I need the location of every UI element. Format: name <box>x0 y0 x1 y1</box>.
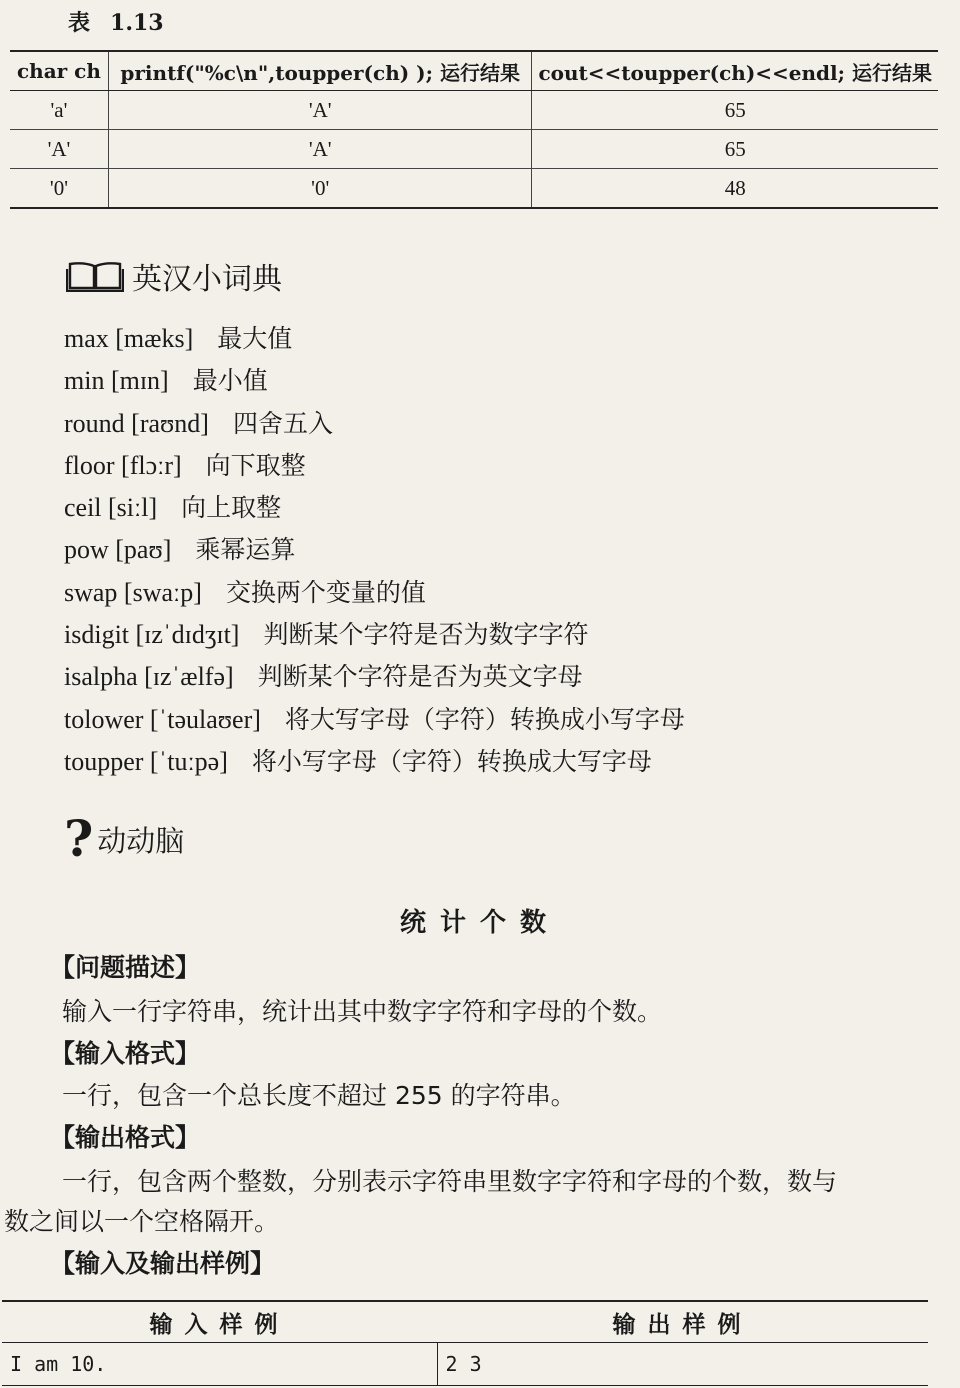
think-heading <box>64 809 185 868</box>
table-cell: 'A' <box>10 130 108 169</box>
list-item <box>64 318 685 360</box>
list-item <box>64 572 685 614</box>
sample-output-header: 输出样例 <box>437 1301 928 1343</box>
dict-meaning: 乘幂运算 <box>195 535 296 565</box>
table-cell: 'A' <box>108 91 532 130</box>
sample-input: I am 10. <box>2 1343 437 1386</box>
dict-word: floor [flɔːr] <box>64 450 182 480</box>
list-item <box>64 445 685 487</box>
dict-word: ceil [siːl] <box>64 493 158 523</box>
list-item <box>64 699 685 741</box>
dict-meaning: 向下取整 <box>205 450 306 480</box>
question-mark-icon: ? <box>64 809 94 868</box>
header-cout: cout<<toupper(ch)<<endl; 运行结果 <box>532 51 938 91</box>
list-item <box>64 403 685 445</box>
problem-title: 统计个数 <box>399 908 560 938</box>
table-cell: 48 <box>532 169 938 209</box>
table-row <box>10 169 938 209</box>
table-row <box>2 1343 928 1386</box>
open-book-icon <box>66 260 124 292</box>
sample-input-header: 输入样例 <box>2 1301 437 1343</box>
output-format-text-line2: 数之间以一个空格隔开。 <box>4 1207 280 1236</box>
dict-meaning: 最大值 <box>217 324 293 353</box>
dict-meaning: 交换两个变量的值 <box>225 577 426 607</box>
table-header-row <box>10 51 938 91</box>
table-cell: 'A' <box>108 130 532 169</box>
table-caption <box>68 6 164 37</box>
dictionary-list <box>64 318 685 783</box>
sample-header-row <box>2 1301 928 1343</box>
dict-meaning: 将大写字母（字符）转换成小写字母 <box>284 704 685 734</box>
dict-word: swap [swaːp] <box>64 577 202 607</box>
output-format-heading: 【输出格式】 <box>50 1123 201 1152</box>
caption-number: 1.13 <box>110 10 164 36</box>
dict-word: round [raʊnd] <box>64 408 209 438</box>
dict-word: toupper [ˈtuːpə] <box>64 746 228 776</box>
dictionary-heading <box>66 254 282 298</box>
dictionary-title: 英汉小词典 <box>132 262 282 297</box>
description-heading: 【问题描述】 <box>50 953 201 982</box>
table-row <box>10 130 938 169</box>
caption-label: 表 <box>68 10 91 36</box>
dict-meaning: 四舍五入 <box>232 408 333 438</box>
dict-word: pow [paʊ] <box>64 535 172 565</box>
table-cell: 'a' <box>10 91 108 130</box>
list-item <box>64 656 685 698</box>
table-cell: 65 <box>532 91 938 130</box>
list-item <box>64 487 685 529</box>
header-printf: printf("%c\n",toupper(ch) ); 运行结果 <box>108 51 532 91</box>
samples-heading: 【输入及输出样例】 <box>50 1249 276 1278</box>
dict-word: isdigit [ɪzˈdɪdʒɪt] <box>64 620 240 650</box>
table-cell: 65 <box>532 130 938 169</box>
dict-meaning: 判断某个字符是否为英文字母 <box>257 662 583 692</box>
dict-word: tolower [ˈtəulaʊer] <box>64 704 261 734</box>
dict-word: isalpha [ɪzˈælfə] <box>64 662 234 692</box>
sample-table <box>2 1300 928 1386</box>
list-item <box>64 614 685 656</box>
dict-meaning: 向上取整 <box>181 493 282 523</box>
output-format-text-line1: 一行，包含两个整数，分别表示字符串里数字字符和字母的个数，数与 <box>62 1167 838 1196</box>
dict-meaning: 最小值 <box>192 366 268 396</box>
dict-word: min [mɪn] <box>64 366 169 396</box>
dict-meaning: 将小写字母（字符）转换成大写字母 <box>251 746 652 776</box>
table-cell: '0' <box>10 169 108 209</box>
think-label: 动动脑 <box>97 823 185 858</box>
toupper-results-table <box>10 50 938 209</box>
dict-meaning: 判断某个字符是否为数字字符 <box>263 620 589 650</box>
description-text: 输入一行字符串，统计出其中数字字符和字母的个数。 <box>62 997 663 1026</box>
input-format-heading: 【输入格式】 <box>50 1039 201 1068</box>
input-format-text: 一行，包含一个总长度不超过 255 的字符串。 <box>62 1081 576 1110</box>
table-cell: '0' <box>108 169 532 209</box>
dict-word: max [mæks] <box>64 324 194 353</box>
table-row <box>10 91 938 130</box>
header-char: char ch <box>10 51 108 91</box>
list-item <box>64 360 685 402</box>
list-item <box>64 741 685 783</box>
list-item <box>64 529 685 571</box>
sample-output: 2 3 <box>437 1343 928 1386</box>
